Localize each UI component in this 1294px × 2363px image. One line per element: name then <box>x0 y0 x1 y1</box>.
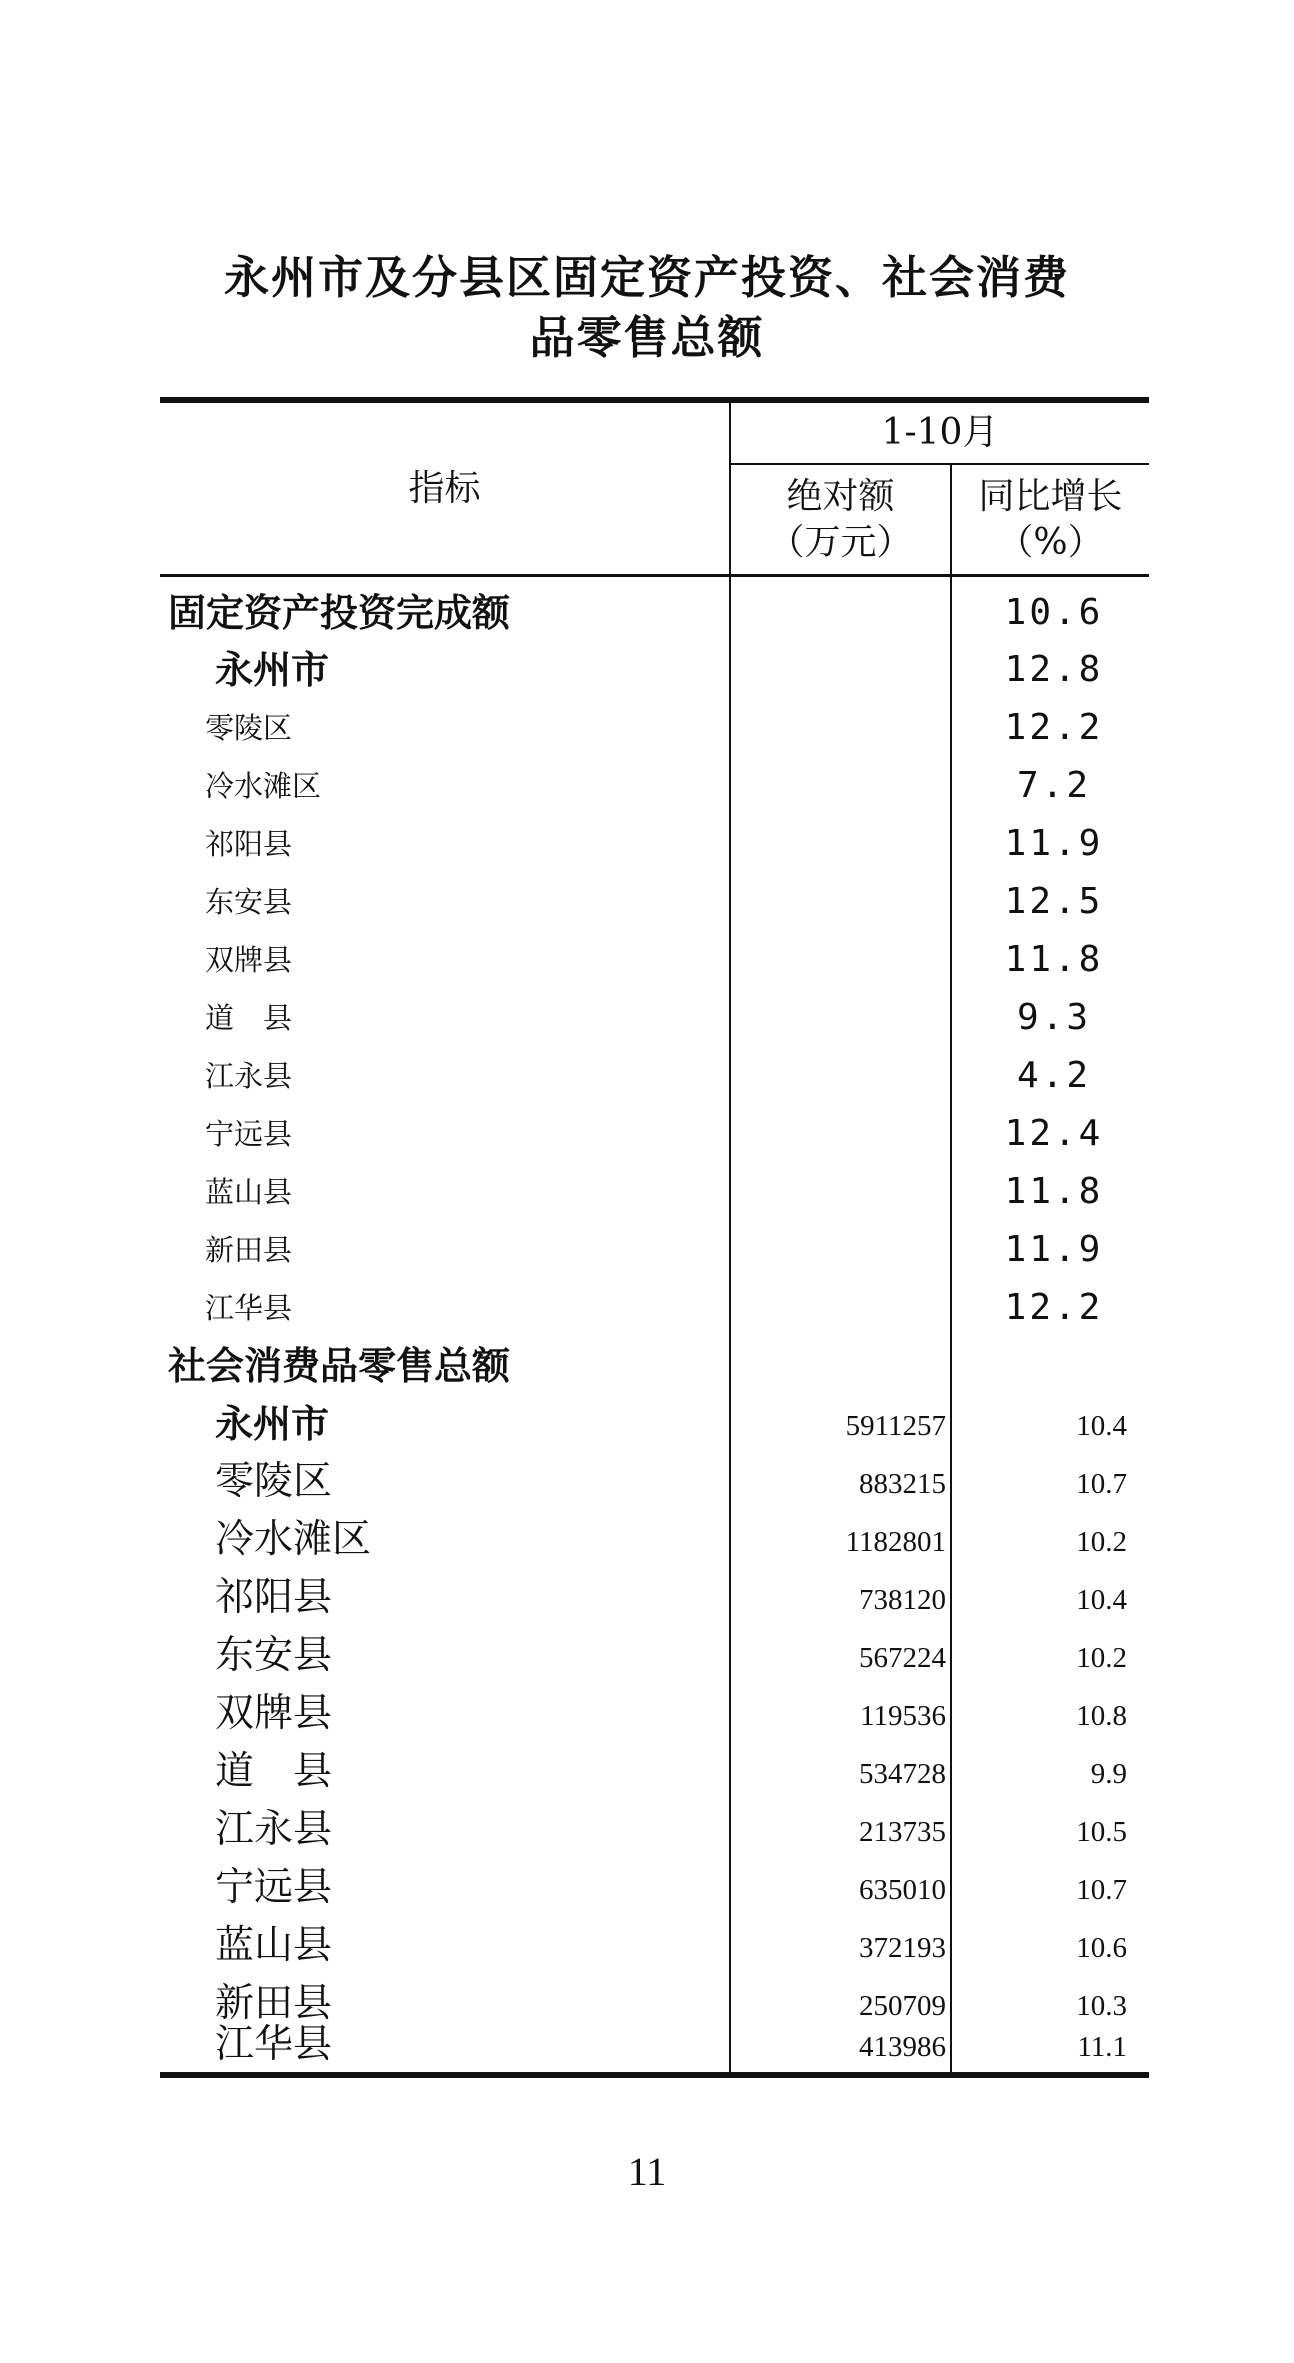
row-name: 东安县 <box>205 885 293 919</box>
table-top-rule <box>160 397 1149 403</box>
row-yoy: 12.4 <box>1004 1113 1104 1154</box>
table-row <box>0 1627 1294 1685</box>
table-row <box>0 1569 1294 1627</box>
row-yoy: 10.2 <box>1076 1642 1127 1674</box>
row-absolute: 1182801 <box>845 1526 946 1558</box>
title-line-2: 品零售总额 <box>529 311 765 364</box>
row-yoy: 11.9 <box>1004 823 1104 864</box>
row-name: 宁远县 <box>205 1117 293 1151</box>
row-absolute: 119536 <box>860 1700 946 1732</box>
row-name: 祁阳县 <box>205 827 293 861</box>
absolute-amount-header-line1: 绝对额 <box>786 476 895 517</box>
row-name: 永州市 <box>215 1402 330 1446</box>
row-yoy: 7.2 <box>1016 765 1092 806</box>
row-absolute: 883215 <box>859 1468 946 1500</box>
row-yoy: 12.2 <box>1004 1287 1104 1328</box>
period-divider-rule <box>729 463 1149 465</box>
table-row <box>0 1511 1294 1569</box>
row-yoy: 10.3 <box>1076 1990 1127 2022</box>
row-yoy: 10.4 <box>1076 1410 1127 1442</box>
row-name: 江永县 <box>205 1059 293 1093</box>
table-row <box>0 989 1294 1047</box>
row-name: 永州市 <box>215 648 330 692</box>
row-name: 蓝山县 <box>215 1923 333 1968</box>
table-row <box>0 1047 1294 1105</box>
row-name: 零陵区 <box>215 1459 333 1504</box>
table-row <box>0 815 1294 873</box>
section1-label: 固定资产投资完成额 <box>168 591 511 635</box>
header-bottom-rule <box>160 574 1149 577</box>
title-line-1: 永州市及分县区固定资产投资、社会消费 <box>223 251 1070 304</box>
row-absolute: 534728 <box>859 1758 946 1790</box>
row-yoy: 9.3 <box>1016 997 1092 1038</box>
row-name: 双牌县 <box>205 943 293 977</box>
table-row <box>0 1395 1294 1453</box>
table-row <box>0 1163 1294 1221</box>
row-yoy: 12.2 <box>1004 707 1104 748</box>
table-row <box>0 1453 1294 1511</box>
row-absolute: 5911257 <box>845 1410 946 1442</box>
table-row <box>0 1685 1294 1743</box>
section1-header-row <box>0 584 1294 642</box>
row-name: 宁远县 <box>215 1865 333 1910</box>
row-yoy: 10.5 <box>1076 1816 1127 1848</box>
table-row <box>0 641 1294 699</box>
absolute-amount-header <box>731 474 950 566</box>
row-yoy: 9.9 <box>1090 1758 1127 1790</box>
row-yoy: 11.9 <box>1004 1229 1104 1270</box>
table-row <box>0 1743 1294 1801</box>
row-yoy: 10.6 <box>1076 1932 1127 1964</box>
row-name: 冷水滩区 <box>205 769 322 803</box>
row-absolute: 567224 <box>859 1642 946 1674</box>
indicator-header: 指标 <box>408 468 481 509</box>
section1-total-yoy: 10.6 <box>1004 592 1104 633</box>
table-row <box>0 1221 1294 1279</box>
row-name: 道 县 <box>205 1001 293 1035</box>
period-header: 1-10月 <box>881 412 999 453</box>
table-row <box>0 757 1294 815</box>
row-yoy: 11.8 <box>1004 1171 1104 1212</box>
row-name: 新田县 <box>205 1233 293 1267</box>
table-row <box>0 1859 1294 1917</box>
row-yoy: 12.8 <box>1004 649 1104 690</box>
row-name: 江永县 <box>215 1807 333 1852</box>
yoy-growth-header <box>952 474 1149 566</box>
row-name: 江华县 <box>205 1291 293 1325</box>
row-name: 东安县 <box>215 1633 333 1678</box>
row-yoy: 11.1 <box>1077 2031 1127 2063</box>
table-row <box>0 1105 1294 1163</box>
row-yoy: 4.2 <box>1016 1055 1092 1096</box>
table-row <box>0 931 1294 989</box>
row-name: 道 县 <box>215 1749 333 1794</box>
row-name: 零陵区 <box>205 711 293 745</box>
row-name: 冷水滩区 <box>215 1517 372 1562</box>
table-row <box>0 1917 1294 1975</box>
row-absolute: 413986 <box>859 2031 946 2063</box>
row-absolute: 372193 <box>859 1932 946 1964</box>
row-absolute: 250709 <box>859 1990 946 2022</box>
table-row <box>0 1801 1294 1859</box>
row-absolute: 213735 <box>859 1816 946 1848</box>
section2-label: 社会消费品零售总额 <box>168 1344 511 1388</box>
yoy-growth-header-line1: 同比增长 <box>978 476 1123 517</box>
page-number: 11 <box>627 2149 667 2194</box>
row-name: 江华县 <box>215 2022 333 2067</box>
document-title <box>160 248 1134 368</box>
table-row <box>0 2016 1294 2074</box>
row-name: 蓝山县 <box>205 1175 293 1209</box>
row-name: 祁阳县 <box>215 1575 333 1620</box>
row-name: 新田县 <box>215 1981 333 2026</box>
absolute-amount-header-line2: （万元） <box>768 522 913 563</box>
row-yoy: 11.8 <box>1004 939 1104 980</box>
row-yoy: 10.7 <box>1076 1468 1127 1500</box>
section2-header-row <box>0 1337 1294 1395</box>
row-absolute: 738120 <box>859 1584 946 1616</box>
row-yoy: 10.4 <box>1076 1584 1127 1616</box>
table-row <box>0 1279 1294 1337</box>
row-absolute: 635010 <box>859 1874 946 1906</box>
table-row <box>0 699 1294 757</box>
row-yoy: 12.5 <box>1004 881 1104 922</box>
row-name: 双牌县 <box>215 1691 333 1736</box>
table-row <box>0 873 1294 931</box>
row-yoy: 10.2 <box>1076 1526 1127 1558</box>
yoy-growth-header-line2: （%） <box>997 522 1104 563</box>
row-yoy: 10.7 <box>1076 1874 1127 1906</box>
row-yoy: 10.8 <box>1076 1700 1127 1732</box>
